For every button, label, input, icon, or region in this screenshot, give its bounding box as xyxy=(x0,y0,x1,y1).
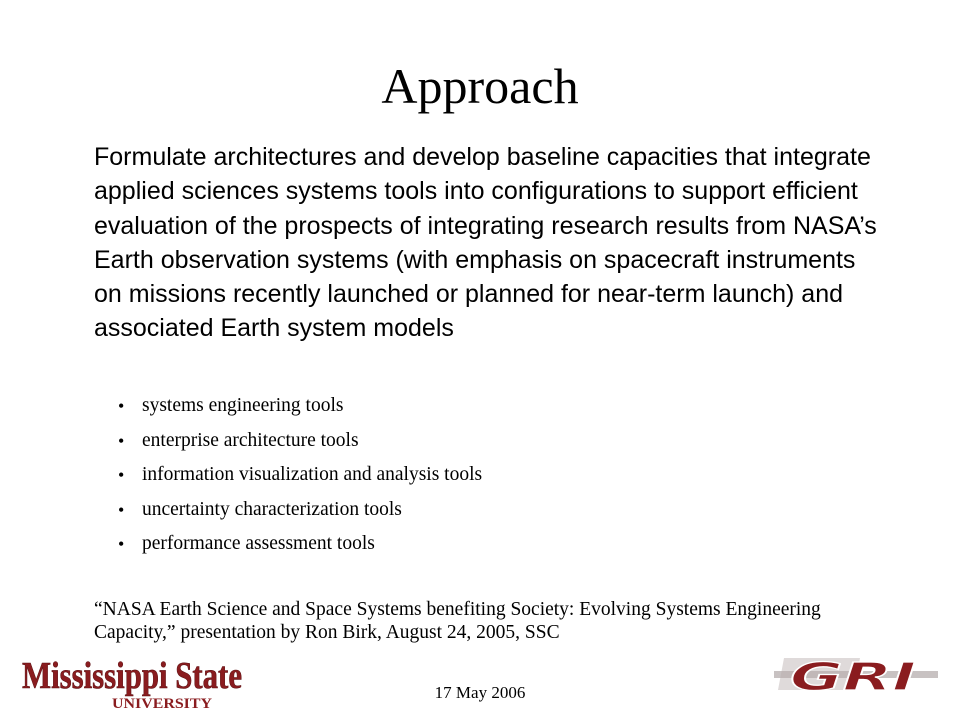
bullet-text: performance assessment tools xyxy=(142,533,375,555)
bullet-icon: • xyxy=(118,499,125,520)
footer-date: 17 May 2006 xyxy=(434,683,526,702)
body-paragraph: Formulate architectures and develop baseline capacities that integrate applied sciences systems tools into configurations to support efficient evaluation of the prospects of integrating research results from NASA’s Earth observation systems (with emphasis on spacecraft instruments on missions recently launched or planned for near-term launch) and associated Earth system models xyxy=(94,143,877,343)
svg-text:Mississippi State: Mississippi State xyxy=(22,655,242,697)
bullet-text: systems engineering tools xyxy=(142,395,344,416)
bullet-text: uncertainty characterization tools xyxy=(142,498,402,520)
list-item xyxy=(118,527,878,562)
bullet-icon: • xyxy=(118,396,125,416)
list-item xyxy=(118,424,878,459)
bullet-icon: • xyxy=(118,465,125,486)
bullet-text: enterprise architecture tools xyxy=(142,429,359,451)
list-item xyxy=(118,458,878,493)
list-item xyxy=(118,493,878,528)
bullet-list xyxy=(118,389,878,562)
svg-text:GRI: GRI xyxy=(790,655,916,699)
bullet-text: information visualization and analysis tools xyxy=(142,464,483,486)
svg-text:UNIVERSITY: UNIVERSITY xyxy=(112,696,213,712)
bullet-icon: • xyxy=(118,534,125,555)
bullet-icon: • xyxy=(118,430,125,451)
gri-logo xyxy=(770,650,942,698)
list-item xyxy=(118,389,878,424)
citation: “NASA Earth Science and Space Systems benefiting Society: Evolving Systems Engineering Capacity,” presentation by Ron Birk, August 24, 2005, SSC xyxy=(94,599,821,643)
slide-title: Approach xyxy=(381,58,579,114)
